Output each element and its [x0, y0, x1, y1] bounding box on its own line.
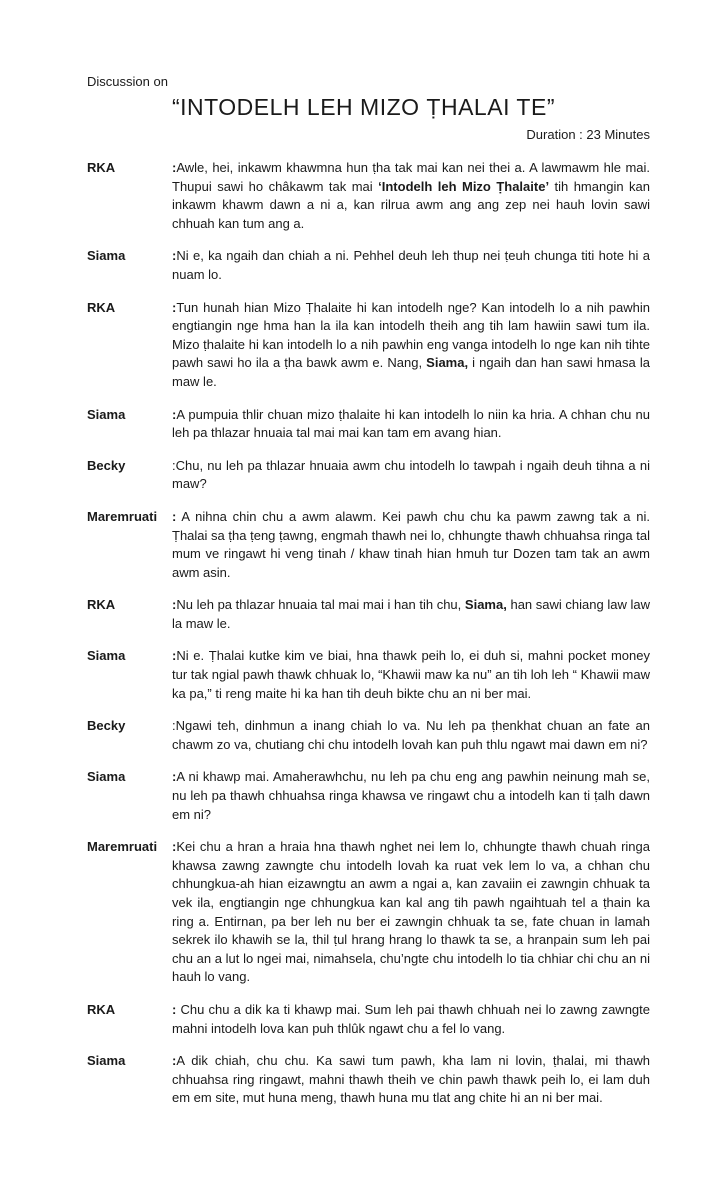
dialogue-entry	[87, 159, 650, 233]
speech-part: A pumpuia thlir chuan mizo ṭhalaite hi kan intodelh lo niin ka hria. A chhan chu nu leh pa thlazar hnuaia tal mai mai kan tam em avang hian.	[172, 406, 650, 441]
speech-part: Ngawi teh, dinhmun a inang chiah lo va. Nu leh pa ṭhenkhat chuan an fate an chawm zo va, chutiang chi chu intodelh lovah kan puh thlu ngawt mai dawn em ni?	[172, 718, 650, 752]
dialogue-entry	[87, 596, 650, 633]
speech-part: A nihna chin chu a awm alawm. Kei pawh chu chu ka pawm zawng tak a ni. Ṭhalai sa ṭha ṭeng ṭawng, engmah thawh nei lo, chhungte thawh chhuahsa ringa tal mum ve ringawt hi veng tinah / khaw tinah hian hmuh tur Dozen tam tak an awm awm asin.	[172, 508, 650, 580]
speaker-name: RKA	[87, 1001, 116, 1017]
speech-part: Nu leh pa thlazar hnuaia tal mai mai i han tih chu,	[176, 597, 465, 613]
dialogue-entry	[87, 247, 650, 284]
speech-text	[172, 1052, 650, 1108]
speech-part: han sawi chiang law law la maw le.	[172, 597, 650, 631]
speech-part: Awle, hei, inkawm khawmna hun ṭha tak mai kan nei thei a. A lawmawm hle mai. Thupui sawi ho châkawm tak mai	[172, 160, 650, 194]
speech-colon: :	[172, 1001, 177, 1017]
speech-colon: :	[172, 457, 176, 473]
speech-text	[172, 717, 650, 754]
dialogue-entry	[87, 406, 650, 443]
duration-label: Duration : 23 Minutes	[526, 127, 650, 142]
dialogue-entry	[87, 508, 650, 582]
speech-colon: :	[172, 597, 177, 613]
speech-colon: :	[172, 769, 177, 785]
speaker-name: RKA	[87, 299, 116, 315]
speech-text	[172, 508, 650, 582]
speaker-name: Siama	[87, 1053, 126, 1069]
dialogue-entry	[87, 768, 650, 824]
speaker-name: Maremruati	[87, 839, 158, 855]
speech-emphasis: ‘Intodelh leh Mizo Ṭhalaite’	[378, 178, 550, 194]
speech-part: tih hmangin kan inkawm khawm dawn a ni a, kan rilrua awm ang ang zep nei hauh lovin sawi chhuah kan tum ang a.	[172, 178, 650, 231]
speech-colon: :	[172, 160, 177, 175]
speaker-name: Siama	[87, 648, 126, 664]
speech-colon: :	[172, 248, 177, 264]
transcript	[87, 159, 650, 1122]
speech-text	[172, 1001, 650, 1038]
speech-part: Chu, nu leh pa thlazar hnuaia awm chu intodelh lo tawpah i ngaih deuh tihna a ni maw?	[172, 457, 650, 492]
speaker-name: Becky	[87, 718, 126, 734]
speech-part: Ni e, ka ngaih dan chiah a ni. Pehhel deuh leh thup nei ṭeuh chunga titi hote hi a nuam lo.	[172, 248, 650, 282]
speech-text	[172, 247, 650, 284]
speech-text	[172, 299, 650, 392]
speaker-name: Becky	[87, 457, 126, 473]
speech-colon: :	[172, 839, 177, 855]
speaker-name: Siama	[87, 248, 126, 264]
speech-part: Ni e. Ṭhalai kutke kim ve biai, hna thawk peih lo, ei duh si, mahni pocket money tur tak ngial pawh thawk chhuak lo, “Khawii maw ka nu” an tih loh leh “ Khawii maw ka pa,” ti reng maite hi ka han tih deuh bikte chu an ni ber mai.	[172, 648, 650, 701]
speech-colon: :	[172, 648, 177, 664]
speech-text	[172, 457, 650, 494]
speech-emphasis: Siama,	[426, 355, 469, 371]
speech-part: A ni khawp mai. Amaherawhchu, nu leh pa chu eng ang pawhin neinung mah se, nu leh pa thawh chhuahsa ringa khawsa ve ringawt chu a intodelh kan ti ṭalh dawn em ni?	[172, 769, 650, 822]
speech-colon: :	[172, 299, 177, 315]
speech-part: i ngaih dan han sawi hmasa la maw le.	[172, 355, 650, 389]
dialogue-entry	[87, 1052, 650, 1108]
speech-emphasis: Siama,	[464, 597, 507, 613]
page-title: “INTODELH LEH MIZO ṬHALAI TE”	[172, 94, 555, 120]
dialogue-entry	[87, 717, 650, 754]
speech-colon: :	[172, 718, 176, 734]
speech-text	[172, 768, 650, 824]
speaker-name: RKA	[87, 597, 116, 613]
speech-colon: :	[172, 406, 177, 422]
speech-colon: :	[172, 1053, 177, 1069]
speech-part: Kei chu a hran a hraia hna thawh nghet nei lem lo, chhungte thawh chuah ringa khawsa zawng zawngte chu intodelh lovah ka ruat vek lem lo va, a chhan chu chhungkua-ah hian eizawngtu an awm a ngai a, kan zavaiin ei zawngin chhuak ta vek ila, engtiangin nge chhungkua kan kal ang tih pawh ngaihtuah tel a ṭhain ka ring a. Entirnan, pa ber leh nu ber ei zawngin chhuak ta se, fate chuan in lamah sekrek ilo khawih se la, thil ṭul hrang hrang lo thawk ta se, a hranpain sum leh pai chu an a lut lo ngei mai, nimahsela, chu’ngte chu intodelh lo tia chhiar chi chu an ni hauh lo vang.	[172, 839, 650, 985]
speech-text	[172, 159, 650, 233]
dialogue-entry	[87, 838, 650, 987]
dialogue-entry	[87, 1001, 650, 1038]
speech-part: Tun hunah hian Mizo Ṭhalaite hi kan intodelh nge? Kan intodelh lo a nih pawhin engtiangin nge hma han la ila kan intodelh theih ang tih lam hawiin sawi tum ila. Mizo ṭhalaite hi kan intodelh lo a nih pawhin eng vanga intodelh lo nge kan nih tihte pawh sawi ho ila a ṭha bawk awm e. Nang,	[172, 299, 650, 371]
speech-text	[172, 406, 650, 443]
dialogue-entry	[87, 299, 650, 392]
speaker-name: Maremruati	[87, 508, 158, 524]
speaker-name: Siama	[87, 406, 126, 422]
speech-part: A dik chiah, chu chu. Ka sawi tum pawh, kha lam ni lovin, ṭhalai, mi thawh chhuahsa ring ringawt, mahni thawh theih ve chin pawh thawk peih lo, ei lam duh em em site, mut huna meng, thawh huna mu tlat ang chite hi an ni ber mai.	[172, 1053, 650, 1106]
speech-colon: :	[172, 508, 177, 524]
dialogue-entry	[87, 457, 650, 494]
speaker-name: Siama	[87, 769, 126, 785]
dialogue-entry	[87, 647, 650, 703]
speaker-name: RKA	[87, 160, 116, 175]
speech-text	[172, 647, 650, 703]
intro-text: Discussion on	[87, 74, 168, 89]
speech-text	[172, 596, 650, 633]
speech-text	[172, 838, 650, 987]
speech-part: Chu chu a dik ka ti khawp mai. Sum leh pai thawh chhuah nei lo zawng zawngte mahni intodelh lova kan puh thlûk ngawt chu a fel lo vang.	[172, 1001, 650, 1036]
